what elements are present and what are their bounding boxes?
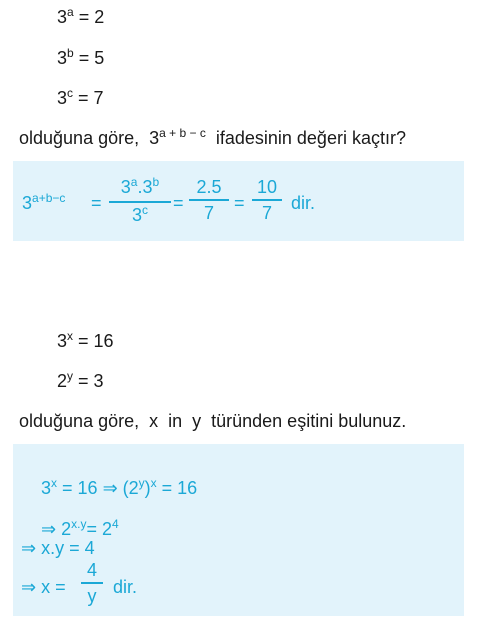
den-base: 3: [131, 204, 142, 225]
given-base: 3: [57, 331, 68, 351]
given-exponent: b: [67, 46, 74, 60]
fraction-3-numerator: 10: [256, 177, 278, 197]
fraction-numerator: 4: [86, 560, 97, 580]
s2-exp-x: x: [150, 476, 157, 490]
num-exp-1: a: [130, 175, 138, 189]
sol1-lhs-exp: a+b−c: [32, 191, 66, 205]
given-exponent: a: [67, 5, 74, 19]
s2-l2-pre: ⇒ 2: [41, 519, 72, 539]
given2-line-2: [57, 370, 104, 394]
given-value: = 5: [78, 48, 105, 68]
question-prefix: olduğuna göre,: [19, 128, 140, 148]
fraction-3-denominator: 7: [261, 202, 272, 223]
den-exp: c: [142, 202, 148, 217]
solution-box-1: [13, 161, 464, 241]
question-exponent: a + b − c: [159, 126, 206, 140]
given-line-1: [57, 6, 104, 30]
given-exponent: y: [67, 369, 74, 383]
given2-line-1: [57, 330, 114, 354]
given-base: 3: [57, 48, 68, 68]
sol1-eq-2: =: [173, 193, 184, 213]
s2-rhs: = 16 ⇒ (2: [57, 478, 139, 498]
s2-rhs-2: = 16: [156, 478, 198, 498]
s2-base: 3: [41, 478, 52, 498]
fraction-1-numerator: [109, 177, 171, 199]
given-base: 3: [57, 7, 68, 27]
given-line-2: [57, 47, 104, 71]
num-dot: .: [137, 177, 143, 197]
fraction-bar: [252, 199, 282, 201]
given-exponent: c: [67, 86, 74, 100]
fraction-bar: [81, 582, 103, 584]
sol1-tail: dir.: [291, 193, 316, 213]
sol1-fraction-1: [109, 177, 171, 227]
fraction-bar: [109, 201, 171, 203]
fraction-denominator: y: [87, 585, 97, 606]
sol2-fraction: [81, 560, 103, 606]
num-base-2: 3: [142, 177, 153, 197]
given-value: = 3: [78, 371, 104, 391]
question-1: [19, 127, 406, 151]
given-value: = 16: [78, 331, 114, 351]
sol2-line-4-tail: dir.: [113, 577, 138, 597]
sol2-line-4-pre: ⇒ x =: [21, 577, 66, 597]
solution-box-2: [13, 444, 464, 616]
given-line-3: [57, 87, 104, 111]
given-base: 2: [57, 371, 68, 391]
sol1-lhs-base: 3: [22, 193, 33, 213]
s2-l2-mid: = 2: [86, 519, 112, 539]
fraction-2-numerator: 2.5: [196, 177, 222, 197]
s2-paren: ): [144, 478, 151, 498]
sol1-lhs: [22, 193, 65, 215]
s2-exp-y: y: [138, 476, 145, 490]
sol1-fraction-3: [252, 177, 282, 223]
s2-l2-exp2: 4: [111, 517, 119, 531]
fraction-1-denominator: [109, 202, 171, 227]
sol1-fraction-2: [189, 177, 229, 223]
sol1-eq-1: =: [91, 193, 102, 213]
question-2: olduğuna göre, x in y türünden eşitini bulunuz.: [19, 411, 407, 431]
sol1-eq-3: =: [234, 193, 245, 213]
fraction-2-denominator: 7: [203, 202, 214, 223]
question-base: 3: [149, 128, 160, 148]
s2-l2-exp: x.y: [71, 517, 87, 531]
given-value: = 2: [78, 7, 105, 27]
num-base-1: 3: [120, 177, 131, 197]
num-exp-2: b: [152, 175, 160, 189]
question-suffix: ifadesinin değeri kaçtır?: [215, 128, 406, 148]
given-base: 3: [57, 88, 68, 108]
fraction-bar: [189, 199, 229, 201]
sol2-line-3: ⇒ x.y = 4: [21, 538, 95, 558]
given-exponent: x: [67, 329, 74, 343]
s2-exp: x: [51, 476, 58, 490]
given-value: = 7: [78, 88, 104, 108]
